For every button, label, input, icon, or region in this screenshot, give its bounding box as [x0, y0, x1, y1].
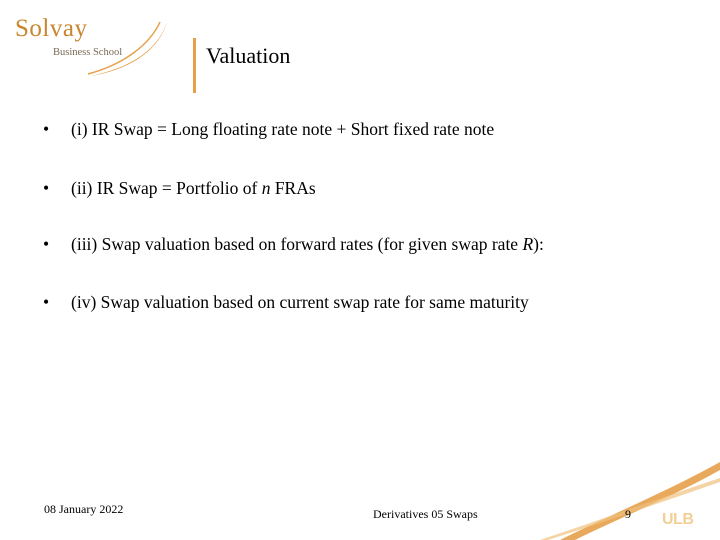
slide-title: Valuation — [206, 43, 291, 68]
logo-subtitle: Business School — [53, 47, 123, 58]
bullet-text-run: (i) IR Swap = Long floating rate note + Short fixed rate note — [71, 119, 495, 139]
bullet-text-run: (iii) Swap valuation based on forward rates (for given swap rate — [71, 234, 523, 254]
bullet-text-run: ): — [533, 234, 544, 254]
bullet-marker: • — [43, 234, 50, 254]
bullet-text-run: (iv) Swap valuation based on current swap rate for same maturity — [71, 292, 529, 312]
bullet-marker: • — [43, 292, 50, 312]
bullet-italic-run: R — [522, 234, 534, 254]
bullet-italic-run: n — [261, 178, 271, 198]
bullet-text-run: FRAs — [270, 178, 316, 198]
footer-date: 08 January 2022 — [44, 502, 124, 516]
ulb-logo: ULB — [662, 511, 694, 528]
bullet-text-run: (ii) IR Swap = Portfolio of — [71, 178, 262, 198]
footer-course-title: Derivatives 05 Swaps — [373, 507, 478, 521]
bullet-marker: • — [43, 178, 50, 198]
page-number: 9 — [625, 507, 631, 521]
bullet-marker: • — [43, 119, 50, 139]
logo-wordmark: Solvay — [15, 15, 88, 42]
